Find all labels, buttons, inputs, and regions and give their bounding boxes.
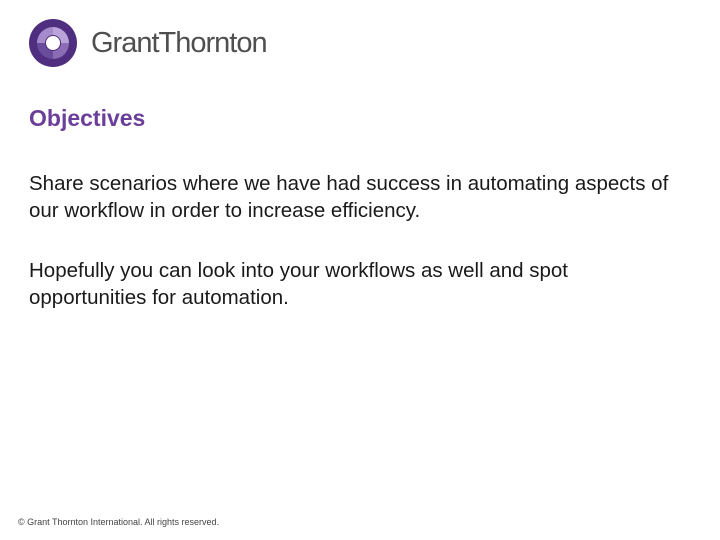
slide-title: Objectives bbox=[29, 105, 146, 131]
grant-thornton-logo bbox=[28, 18, 267, 68]
copyright-footer: © Grant Thornton International. All rights reserved. bbox=[18, 517, 220, 527]
objective-paragraph-2: Hopefully you can look into your workflows as well and spot opportunities for automation. bbox=[29, 259, 568, 309]
objective-paragraph-1: Share scenarios where we have had success in automating aspects of our workflow in order to increase efficiency. bbox=[29, 172, 669, 222]
grant-thornton-logo-mark-icon bbox=[28, 18, 78, 68]
logo-wordmark: GrantThornton bbox=[91, 26, 267, 59]
